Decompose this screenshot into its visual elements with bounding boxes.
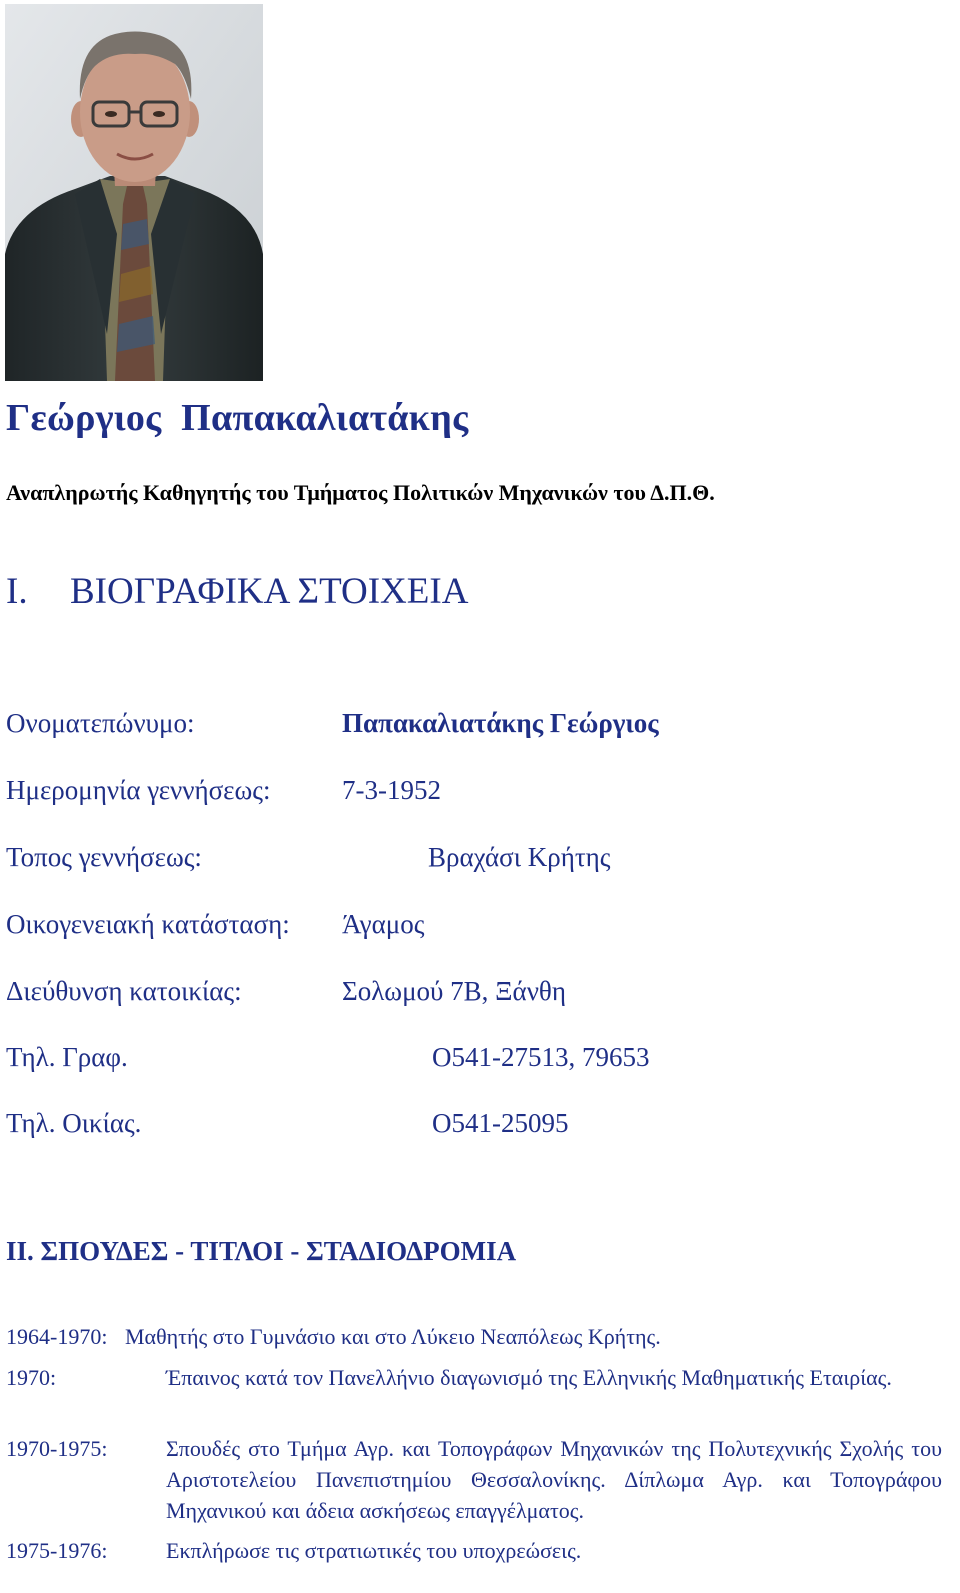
education-period: 1964-1970: bbox=[6, 1324, 108, 1349]
field-office-phone bbox=[6, 1042, 650, 1073]
field-birthdate bbox=[6, 775, 441, 806]
field-label: Τηλ. Γραφ. bbox=[6, 1042, 128, 1072]
education-description: Μαθητής στο Γυμνάσιο και στο Λύκειο Νεαπόλεως Κρήτης. bbox=[125, 1324, 661, 1349]
field-fullname bbox=[6, 708, 659, 739]
field-address bbox=[6, 976, 566, 1007]
field-value: Σολωμού 7Β, Ξάνθη bbox=[342, 976, 566, 1006]
field-value: Ο541-25095 bbox=[432, 1108, 569, 1138]
field-value: Παπακαλιατάκης Γεώργιος bbox=[342, 708, 659, 738]
section-1-title: ΒΙΟΓΡΑΦΙΚΑ ΣΤΟΙΧΕΙΑ bbox=[70, 571, 469, 612]
education-description: Έπαινος κατά τον Πανελλήνιο διαγωνισμό της Ελληνικής Μαθηματικής Εταιρίας. bbox=[166, 1365, 892, 1390]
portrait-photo bbox=[5, 4, 263, 381]
field-value: 7-3-1952 bbox=[342, 775, 441, 805]
section-2-heading: II. ΣΠΟΥΔΕΣ - ΤΙΤΛΟΙ - ΣΤΑΔΙΟΔΡΟΜΙΑ bbox=[6, 1236, 517, 1266]
education-period: 1975-1976: bbox=[6, 1538, 108, 1563]
field-label: Τηλ. Οικίας. bbox=[6, 1108, 142, 1138]
field-birthplace bbox=[6, 842, 611, 873]
education-description: Εκπλήρωσε τις στρατιωτικές του υποχρεώσεις. bbox=[166, 1538, 582, 1563]
field-value: Άγαμος bbox=[342, 909, 425, 939]
field-label: Οικογενειακή κατάσταση: bbox=[6, 909, 290, 939]
field-value: Βραχάσι Κρήτης bbox=[428, 842, 611, 872]
field-marital-status bbox=[6, 909, 425, 940]
field-label: Τοπος γεννήσεως: bbox=[6, 842, 202, 872]
section-1-heading bbox=[6, 570, 468, 613]
field-home-phone bbox=[6, 1108, 569, 1139]
portrait-icon bbox=[5, 4, 263, 381]
field-label: Διεύθυνση κατοικίας: bbox=[6, 976, 242, 1006]
education-period: 1970-1975: bbox=[6, 1436, 108, 1461]
person-name: Γεώργιος Παπακαλιατάκης bbox=[6, 397, 469, 439]
list-item bbox=[6, 1362, 942, 1393]
field-label: Ονοματεπώνυμο: bbox=[6, 708, 195, 738]
education-period: 1970: bbox=[6, 1365, 57, 1390]
list-item bbox=[6, 1535, 942, 1566]
education-description: Σπουδές στο Τμήμα Αγρ. και Τοπογράφων Μηχανικών της Πολυτεχνικής Σχολής του Αριστοτελείου Πανεπιστημίου Θεσσαλονίκης. Δίπλωμα Αγρ. και Τοπογράφου Μηχανικού και άδεια ασκήσεως επαγγέλματος. bbox=[166, 1436, 942, 1523]
field-label: Ημερομηνία γεννήσεως: bbox=[6, 775, 271, 805]
list-item bbox=[6, 1433, 942, 1526]
field-value: Ο541-27513, 79653 bbox=[432, 1042, 650, 1072]
person-position: Αναπληρωτής Καθηγητής του Τμήματος Πολιτικών Μηχανικών του Δ.Π.Θ. bbox=[6, 480, 715, 505]
section-1-number: I. bbox=[6, 571, 28, 612]
list-item bbox=[6, 1321, 942, 1352]
